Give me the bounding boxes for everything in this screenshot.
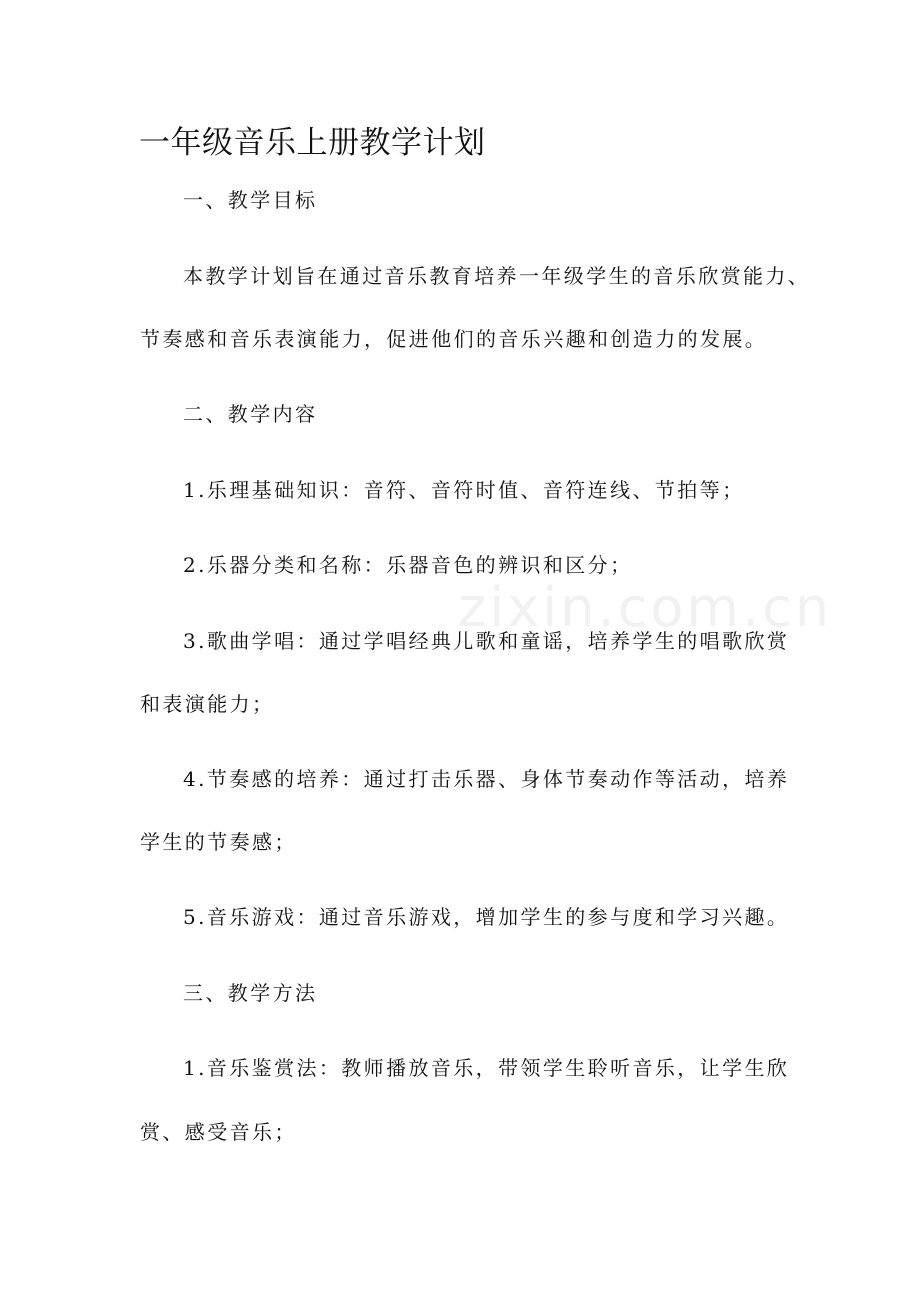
list-item-4-continued: 学生的节奏感； [140, 830, 297, 854]
section-heading-goals: 一、教学目标 [183, 188, 318, 212]
watermark-text: zixin.com.cn [458, 576, 833, 639]
list-item-5: 5.音乐游戏：通过音乐游戏，增加学生的参与度和学习兴趣。 [183, 905, 790, 929]
paragraph-line: 本教学计划旨在通过音乐教育培养一年级学生的音乐欣赏能力、 [183, 264, 811, 288]
list-item-2: 2.乐器分类和名称：乐器音色的辨识和区分； [183, 553, 633, 577]
method-item-1-continued: 赏、感受音乐； [140, 1120, 297, 1144]
list-item-1: 1.乐理基础知识：音符、音符时值、音符连线、节拍等； [183, 478, 745, 502]
paragraph-line: 节奏感和音乐表演能力，促进他们的音乐兴趣和创造力的发展。 [140, 327, 768, 351]
list-item-3: 3.歌曲学唱：通过学唱经典儿歌和童谣，培养学生的唱歌欣赏 [183, 629, 790, 653]
section-heading-content: 二、教学内容 [183, 402, 318, 426]
list-item-3-continued: 和表演能力； [140, 692, 275, 716]
section-heading-methods: 三、教学方法 [183, 981, 318, 1005]
document-title: 一年级音乐上册教学计划 [139, 125, 486, 161]
method-item-1: 1.音乐鉴赏法：教师播放音乐，带领学生聆听音乐，让学生欣 [183, 1056, 790, 1080]
list-item-4: 4.节奏感的培养：通过打击乐器、身体节奏动作等活动，培养 [183, 767, 790, 791]
